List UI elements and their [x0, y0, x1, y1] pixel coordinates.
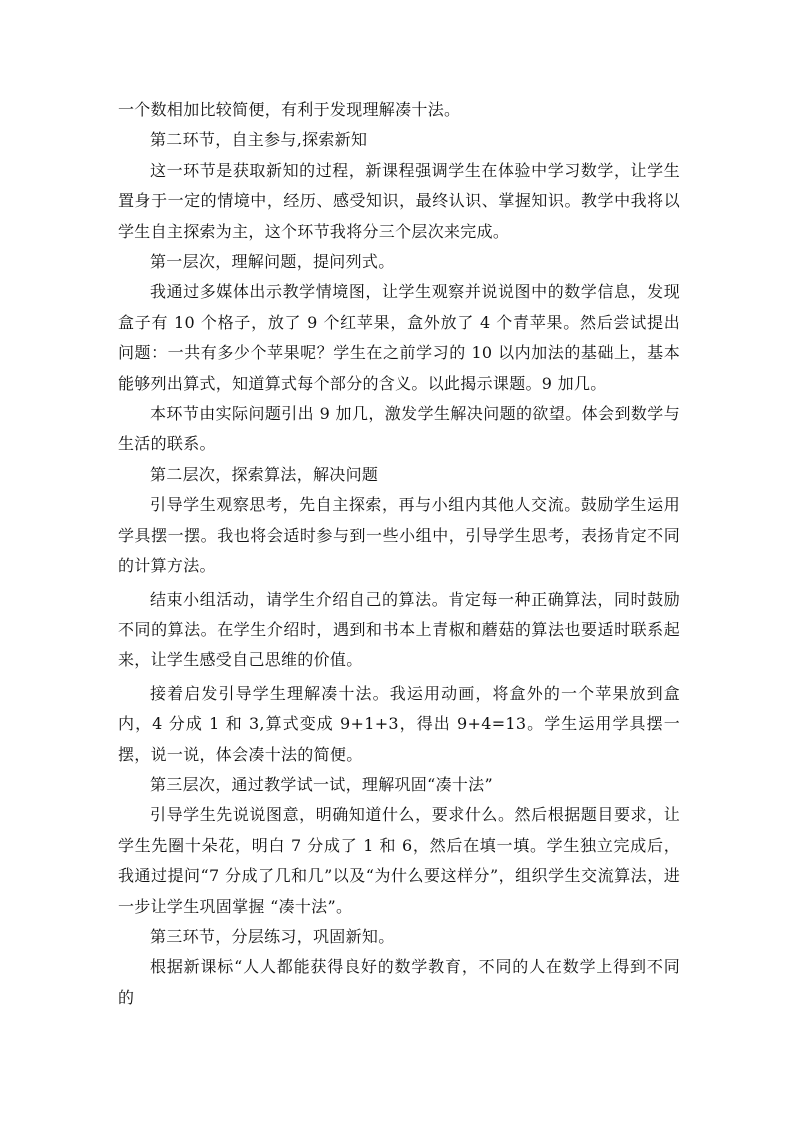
paragraph: 根据新课标“人人都能获得良好的数学教育，不同的人在数学上得到不同的: [118, 957, 680, 1007]
paragraph: 我通过多媒体出示教学情境图，让学生观察并说说图中的数学信息，发现盒子有 10 个格子，放了 9 个红苹果，盒外放了 4 个青苹果。然后尝试提出问题：一共有多少个苹果呢？学生在之前学习的 10 以内加法的基础上，基本能够列出算式，知道算式每个部分的含义。以此揭示课题。9 加几。: [118, 282, 680, 393]
paragraph: 引导学生先说说图意，明确知道什么，要求什么。然后根据题目要求，让学生先圈十朵花，明白 7 分成了 1 和 6，然后在填一填。学生独立完成后，我通过提问“7 分成了几和几”以及“为什么要这样分”，组织学生交流算法，进一步让学生巩固掌握 “凑十法”。: [118, 805, 680, 916]
section-heading-3: 第三环节，分层练习，巩固新知。: [150, 926, 395, 946]
paragraph: 接着启发引导学生理解凑十法。我运用动画，将盒外的一个苹果放到盒内，4 分成 1 和 3,算式变成 9+1+3，得出 9+4=13。学生运用学具摆一摆，说一说，体会凑十法的简便。: [118, 683, 680, 764]
paragraph-continuation: 一个数相加比较简便，有利于发现理解凑十法。: [118, 100, 461, 119]
level-heading-1: 第一层次，理解问题，提问列式。: [150, 252, 395, 272]
level-heading-2: 第二层次，探索算法，解决问题: [150, 464, 379, 484]
level-heading-3: 第三层次，通过教学试一试，理解巩固“凑十法”: [150, 774, 493, 794]
paragraph: 结束小组活动，请学生介绍自己的算法。肯定每一种正确算法，同时鼓励不同的算法。在学生介绍时，遇到和书本上青椒和蘑菇的算法也要适时联系起来，让学生感受自己思维的价值。: [118, 589, 680, 670]
section-heading-2: 第二环节，自主参与,探索新知: [150, 130, 368, 150]
document-page: [118, 95, 680, 1013]
paragraph: 引导学生观察思考，先自主探索，再与小组内其他人交流。鼓励学生运用学具摆一摆。我也将会适时参与到一些小组中，引导学生思考，表扬肯定不同的计算方法。: [118, 495, 680, 576]
paragraph: 这一环节是获取新知的过程，新课程强调学生在体验中学习数学，让学生置身于一定的情境中，经历、感受知识，最终认识、掌握知识。教学中我将以学生自主探索为主，这个环节我将分三个层次来完成。: [118, 160, 680, 241]
paragraph: 本环节由实际问题引出 9 加几，激发学生解决问题的欲望。体会到数学与生活的联系。: [118, 404, 680, 454]
